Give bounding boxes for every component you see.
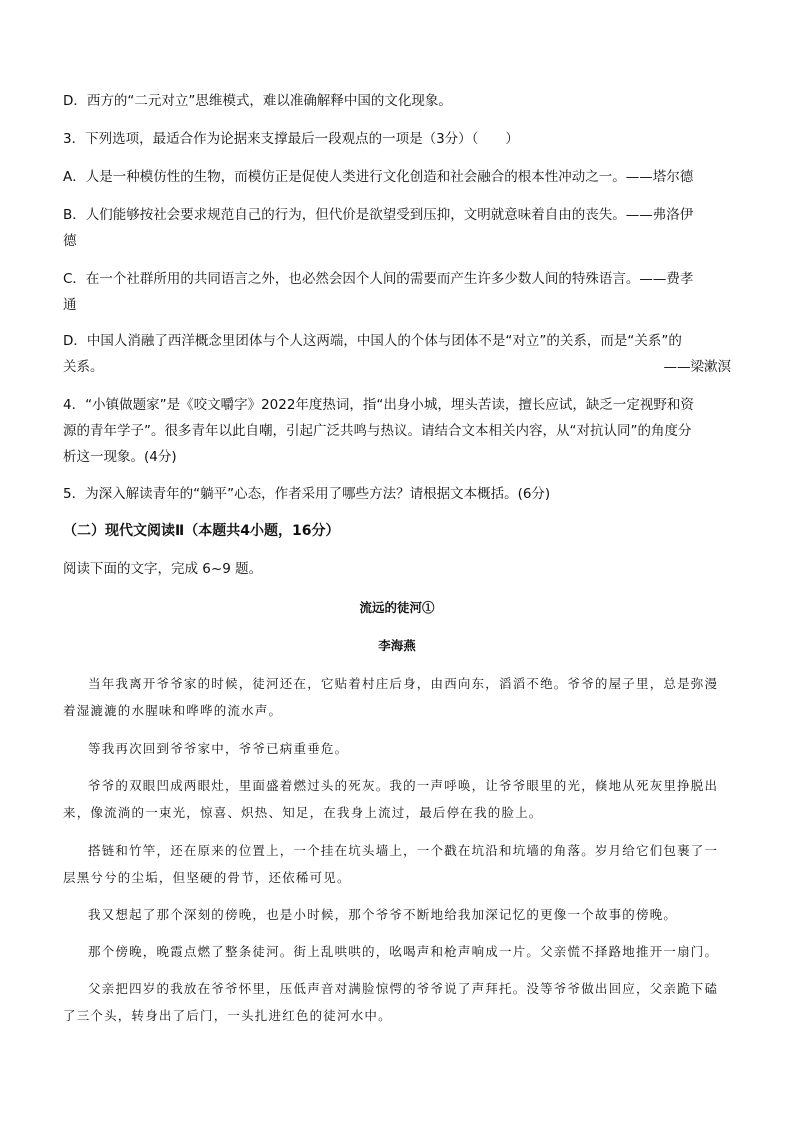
q3-option-c-line1: C．在一个社群所用的共同语言之外，也必然会因个人间的需要而产生许多少数人间的特殊语言。——费孝 <box>63 271 694 287</box>
passage-paragraph-2: 等我再次回到爷爷家中，爷爷已病重垂危。 <box>88 741 349 756</box>
passage-paragraph-6: 那个傍晚，晚霞点燃了整条徒河。街上乱哄哄的，吆喝声和枪声响成一片。父亲慌不择路地推开一扇门。 <box>88 944 719 959</box>
passage-paragraph-3: 爷爷的双眼凹成两眼灶，里面盛着燃过头的死灰。我的一声呼唤，让爷爷眼里的光，倏地从死灰里挣脱出来，像流淌的一束光，惊喜、炽热、知足，在我身上流过，最后停在我的脸上。 <box>63 778 719 820</box>
q3-option-d-text: 关系。 <box>63 359 104 375</box>
q3-option-b-line1: B．人们能够按社会要求规范自己的行为，但代价是欲望受到压抑，文明就意味着自由的丧失。——弗洛伊 <box>63 207 694 223</box>
section-instruction: 阅读下面的文字，完成 6~9 题。 <box>63 561 263 577</box>
q3-option-a: A．人是一种模仿性的生物，而模仿正是促使人类进行文化创造和社会融合的根本性冲动之一。——塔尔德 <box>63 169 694 185</box>
q3-option-c-line2: 通 <box>63 297 77 313</box>
q3-option-b-line2: 德 <box>63 233 77 249</box>
q3-option-d-line1: D．中国人消融了西洋概念里团体与个人这两端，中国人的个体与团体不是“对立”的关系，而是“关系”的 <box>63 333 682 349</box>
q3-stem: 3．下列选项，最适合作为论据来支撑最后一段观点的一项是（3分）（ ） <box>63 131 519 147</box>
passage-paragraph-5: 我又想起了那个深刻的傍晚，也是小时候，那个爷爷不断地给我加深记忆的更像一个故事的傍晚。 <box>88 907 678 922</box>
passage-author: 李海燕 <box>378 638 416 653</box>
q2-option-d: D．西方的“二元对立”思维模式，难以准确解释中国的文化现象。 <box>63 93 452 109</box>
q4-line3: 析这一现象。(4分) <box>63 449 177 465</box>
passage-paragraph-4: 搭链和竹竿，还在原来的位置上，一个挂在坑头墙上，一个戳在坑沿和坑墙的角落。岁月给它们包裹了一层黑兮兮的尘垢，但坚硬的骨节，还依稀可见。 <box>63 843 719 885</box>
q3-option-d-line2 <box>63 354 731 380</box>
q4-line2: 源的青年学子”。很多青年以此自嘲，引起广泛共鸣与热议。请结合文本相关内容，从“对抗认同”的角度分 <box>63 423 692 439</box>
passage-paragraph-1: 当年我离开爷爷家的时候，徒河还在，它贴着村庄后身，由西向东，滔滔不绝。爷爷的屋子里，总是弥漫着湿漉漉的水腥味和哗哗的流水声。 <box>63 676 719 718</box>
q5: 5．为深入解读青年的“躺平”心态，作者采用了哪些方法？请根据文本概括。(6分) <box>63 486 551 502</box>
q3-option-d-attribution: ——梁漱溟 <box>663 359 731 375</box>
passage-paragraph-7: 父亲把四岁的我放在爷爷怀里，压低声音对满脸惊愕的爷爷说了声拜托。没等爷爷做出回应，父亲跪下磕了三个头，转身出了后门，一头扎进红色的徒河水中。 <box>63 981 719 1023</box>
section-heading: （二）现代文阅读Ⅱ（本题共4小题，16分） <box>63 523 340 539</box>
q4-line1: 4．“小镇做题家”是《咬文嚼字》2022年度热词，指“出身小城，埋头苦读，擅长应试，缺乏一定视野和资 <box>63 397 694 413</box>
passage-title: 流远的徒河① <box>359 600 435 615</box>
